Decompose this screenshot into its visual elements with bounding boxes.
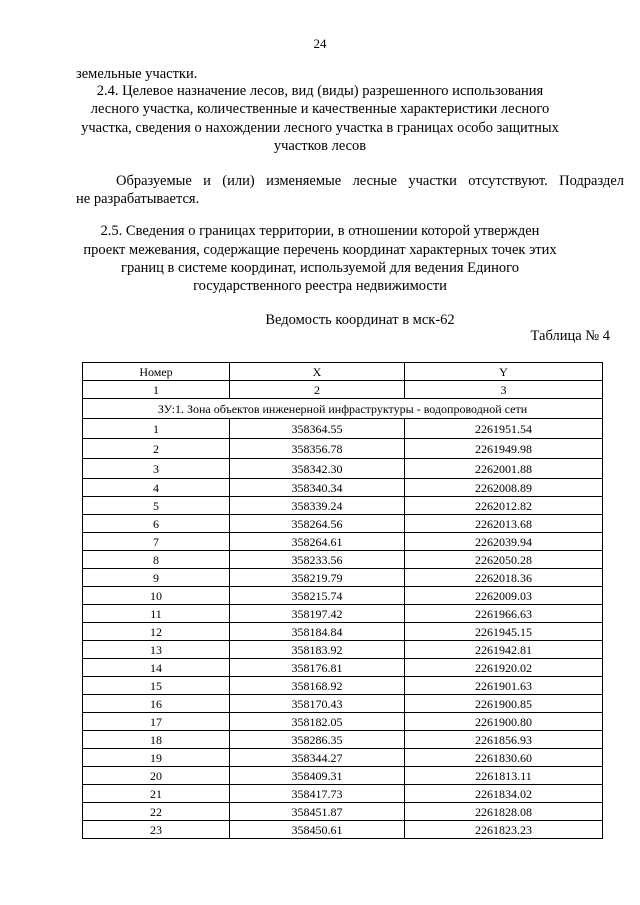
- coordinates-table: [82, 362, 603, 839]
- index-cell: 2: [230, 381, 405, 399]
- x-coordinate-cell: 358450.61: [230, 821, 405, 839]
- table-row: [83, 677, 603, 695]
- x-coordinate-cell: 358184.84: [230, 623, 405, 641]
- point-number-cell: 5: [83, 497, 230, 515]
- x-coordinate-cell: 358168.92: [230, 677, 405, 695]
- y-coordinate-cell: 2261856.93: [405, 731, 603, 749]
- point-number-cell: 7: [83, 533, 230, 551]
- index-cell: 3: [405, 381, 603, 399]
- x-coordinate-cell: 358356.78: [230, 439, 405, 459]
- table-row: [83, 749, 603, 767]
- table-row: [83, 419, 603, 439]
- x-coordinate-cell: 358182.05: [230, 713, 405, 731]
- forest-paragraph-line: Образуемые и (или) изменяемые лесные участки отсутствуют. Подраздел: [116, 173, 624, 189]
- table-row: [83, 641, 603, 659]
- point-number-cell: 21: [83, 785, 230, 803]
- point-number-cell: 22: [83, 803, 230, 821]
- table-number: Таблица № 4: [530, 328, 610, 344]
- x-coordinate-cell: 358339.24: [230, 497, 405, 515]
- section-2-5-line: проект межевания, содержащие перечень координат характерных точек этих: [83, 242, 557, 258]
- point-number-cell: 4: [83, 479, 230, 497]
- point-number-cell: 9: [83, 569, 230, 587]
- y-coordinate-cell: 2261942.81: [405, 641, 603, 659]
- section-2-5-line: 2.5. Сведения о границах территории, в отношении которой утвержден: [100, 223, 540, 239]
- header-cell-y: Y: [405, 363, 603, 381]
- table-row: [83, 605, 603, 623]
- y-coordinate-cell: 2261920.02: [405, 659, 603, 677]
- x-coordinate-cell: 358286.35: [230, 731, 405, 749]
- y-coordinate-cell: 2261945.15: [405, 623, 603, 641]
- point-number-cell: 19: [83, 749, 230, 767]
- table-row: [83, 821, 603, 839]
- y-coordinate-cell: 2261823.23: [405, 821, 603, 839]
- table-row: [83, 659, 603, 677]
- y-coordinate-cell: 2262039.94: [405, 533, 603, 551]
- point-number-cell: 20: [83, 767, 230, 785]
- table-header-row: [83, 363, 603, 381]
- section-2-5-line: границ в системе координат, используемой для ведения Единого: [121, 260, 519, 276]
- y-coordinate-cell: 2261949.98: [405, 439, 603, 459]
- table-row: [83, 459, 603, 479]
- section-2-5-line: государственного реестра недвижимости: [193, 278, 447, 294]
- point-number-cell: 23: [83, 821, 230, 839]
- x-coordinate-cell: 358233.56: [230, 551, 405, 569]
- y-coordinate-cell: 2261830.60: [405, 749, 603, 767]
- table-row: [83, 533, 603, 551]
- y-coordinate-cell: 2262018.36: [405, 569, 603, 587]
- x-coordinate-cell: 358176.81: [230, 659, 405, 677]
- index-cell: 1: [83, 381, 230, 399]
- y-coordinate-cell: 2262009.03: [405, 587, 603, 605]
- table-index-row: [83, 381, 603, 399]
- y-coordinate-cell: 2261900.85: [405, 695, 603, 713]
- table-row: [83, 695, 603, 713]
- section-2-4-line: 2.4. Целевое назначение лесов, вид (виды) разрешенного использования: [96, 83, 544, 99]
- table-row: [83, 479, 603, 497]
- table-row: [83, 785, 603, 803]
- x-coordinate-cell: 358417.73: [230, 785, 405, 803]
- table-row: [83, 731, 603, 749]
- table-row: [83, 713, 603, 731]
- x-coordinate-cell: 358183.92: [230, 641, 405, 659]
- header-cell-x: X: [230, 363, 405, 381]
- forest-paragraph-line: не разрабатывается.: [76, 191, 200, 207]
- y-coordinate-cell: 2261828.08: [405, 803, 603, 821]
- point-number-cell: 16: [83, 695, 230, 713]
- table-row: [83, 623, 603, 641]
- x-coordinate-cell: 358219.79: [230, 569, 405, 587]
- point-number-cell: 8: [83, 551, 230, 569]
- table-row: [83, 767, 603, 785]
- x-coordinate-cell: 358451.87: [230, 803, 405, 821]
- y-coordinate-cell: 2261900.80: [405, 713, 603, 731]
- point-number-cell: 10: [83, 587, 230, 605]
- point-number-cell: 12: [83, 623, 230, 641]
- y-coordinate-cell: 2262013.68: [405, 515, 603, 533]
- x-coordinate-cell: 358170.43: [230, 695, 405, 713]
- table-group-row: [83, 399, 603, 419]
- header-cell-number: Номер: [83, 363, 230, 381]
- table-row: [83, 803, 603, 821]
- y-coordinate-cell: 2262008.89: [405, 479, 603, 497]
- y-coordinate-cell: 2262001.88: [405, 459, 603, 479]
- y-coordinate-cell: 2261813.11: [405, 767, 603, 785]
- point-number-cell: 6: [83, 515, 230, 533]
- x-coordinate-cell: 358364.55: [230, 419, 405, 439]
- x-coordinate-cell: 358264.56: [230, 515, 405, 533]
- point-number-cell: 15: [83, 677, 230, 695]
- table-row: [83, 587, 603, 605]
- y-coordinate-cell: 2262050.28: [405, 551, 603, 569]
- section-2-4-line: лесного участка, количественные и качественные характеристики лесного: [90, 101, 550, 117]
- y-coordinate-cell: 2261951.54: [405, 419, 603, 439]
- point-number-cell: 17: [83, 713, 230, 731]
- section-2-4-line: участка, сведения о нахождении лесного участка в границах особо защитных: [81, 120, 559, 136]
- table-row: [83, 497, 603, 515]
- table-row: [83, 569, 603, 587]
- point-number-cell: 2: [83, 439, 230, 459]
- group-title-cell: ЗУ:1. Зона объектов инженерной инфраструктуры - водопроводной сети: [83, 399, 603, 419]
- point-number-cell: 3: [83, 459, 230, 479]
- page-number: 24: [313, 36, 327, 51]
- x-coordinate-cell: 358344.27: [230, 749, 405, 767]
- point-number-cell: 18: [83, 731, 230, 749]
- point-number-cell: 11: [83, 605, 230, 623]
- point-number-cell: 14: [83, 659, 230, 677]
- table-row: [83, 515, 603, 533]
- point-number-cell: 1: [83, 419, 230, 439]
- y-coordinate-cell: 2261901.63: [405, 677, 603, 695]
- y-coordinate-cell: 2261834.02: [405, 785, 603, 803]
- table-caption: Ведомость координат в мск-62: [265, 312, 455, 328]
- x-coordinate-cell: 358264.61: [230, 533, 405, 551]
- point-number-cell: 13: [83, 641, 230, 659]
- x-coordinate-cell: 358215.74: [230, 587, 405, 605]
- table-row: [83, 551, 603, 569]
- x-coordinate-cell: 358342.30: [230, 459, 405, 479]
- y-coordinate-cell: 2262012.82: [405, 497, 603, 515]
- table-row: [83, 439, 603, 459]
- x-coordinate-cell: 358409.31: [230, 767, 405, 785]
- section-2-4-line: участков лесов: [273, 138, 367, 154]
- previous-section-tail: земельные участки.: [76, 66, 198, 82]
- y-coordinate-cell: 2261966.63: [405, 605, 603, 623]
- x-coordinate-cell: 358197.42: [230, 605, 405, 623]
- x-coordinate-cell: 358340.34: [230, 479, 405, 497]
